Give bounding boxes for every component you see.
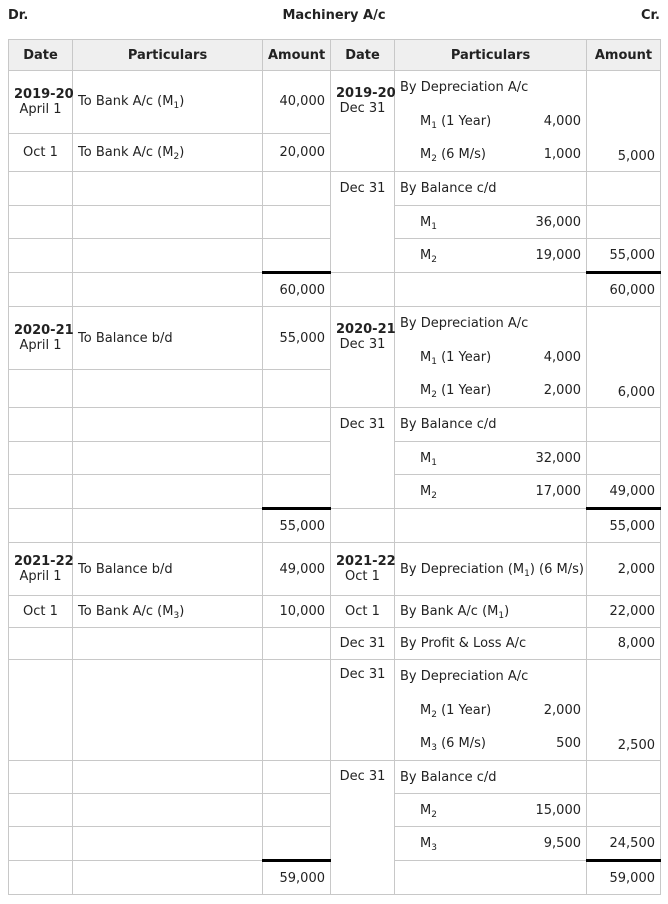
cr-date-cell: Dec 31 (331, 660, 395, 761)
cr-amount-cell: 22,000 (587, 596, 661, 628)
dr-particulars-cell: To Balance b/d (73, 543, 263, 596)
dr-amount-cell: 49,000 (263, 543, 331, 596)
cr-amount-cell: 49,000 (587, 475, 661, 509)
cr-date-cell: Dec 31 (331, 408, 395, 509)
dr-total: 59,000 (263, 861, 331, 895)
cr-date-cell: 2021-22 Oct 1 (331, 543, 395, 596)
cr-amount-cell: 8,000 (587, 628, 661, 660)
cr-amount-cell: 6,000 (587, 307, 661, 408)
table-row (9, 761, 661, 794)
cr-particulars-cell: By Depreciation A/c $M_2$ (1 Year) 2,000 $M_3$ (6 M/s) 500 (395, 660, 587, 761)
cr-particulars-cell: $M_2$ 17,000 (395, 475, 587, 509)
total-row (9, 509, 661, 543)
table-row (9, 543, 661, 596)
dr-amount-cell: 40,000 (263, 71, 331, 134)
cr-amount-cell: 2,500 (587, 660, 661, 761)
cr-particulars-cell: By Balance c/d (395, 172, 587, 206)
cr-particulars-cell: $M_2$ 19,000 (395, 239, 587, 273)
col-amount: Amount (263, 40, 331, 71)
dr-date-cell: 2019-20 April 1 (9, 71, 73, 134)
dr-particulars-cell: To Balance b/d (73, 307, 263, 370)
cr-amount-cell: 55,000 (587, 239, 661, 273)
table-row (9, 628, 661, 660)
dr-label: Dr. (8, 8, 29, 23)
cr-particulars-cell: By Depreciation A/c $M_1$ (1 Year) 4,000 $M_2$ (1 Year) 2,000 (395, 307, 587, 408)
cr-label: Cr. (640, 8, 660, 23)
dr-particulars-cell: To Bank A/c $(M_3)$ (73, 596, 263, 628)
cr-particulars-cell: $M_2$ 15,000 (395, 794, 587, 827)
cr-date-cell: 2020-21 Dec 31 (331, 307, 395, 408)
table-row (9, 596, 661, 628)
dr-amount-cell: 20,000 (263, 133, 331, 171)
cr-date-cell: Oct 1 (331, 596, 395, 628)
col-particulars: Particulars (395, 40, 587, 71)
table-row (9, 71, 661, 134)
cr-amount-cell: 24,500 (587, 827, 661, 861)
cr-particulars-cell: By Balance c/d (395, 408, 587, 442)
dr-particulars-cell: To Bank A/c $(M_1)$ (73, 71, 263, 134)
table-row (9, 408, 661, 442)
col-amount: Amount (587, 40, 661, 71)
cr-particulars-cell: By Bank A/c $(M_1)$ (395, 596, 587, 628)
dr-particulars-cell: To Bank A/c $(M_2)$ (73, 133, 263, 171)
cr-date-cell: 2019-20 Dec 31 (331, 71, 395, 172)
table-row (9, 172, 661, 206)
cr-amount-cell: 2,000 (587, 543, 661, 596)
dr-date-cell: Oct 1 (9, 133, 73, 171)
cr-particulars-cell: $M_3$ 9,500 (395, 827, 587, 861)
table-row (9, 307, 661, 370)
col-date: Date (9, 40, 73, 71)
table-row (9, 660, 661, 761)
cr-total: 59,000 (587, 861, 661, 895)
ledger-title: Machinery A/c (282, 8, 386, 23)
cr-particulars-cell: By Depreciation A/c $M_1$ (1 Year) 4,000 $M_2$ (6 M/s) 1,000 (395, 71, 587, 172)
dr-amount-cell: 55,000 (263, 307, 331, 370)
cr-particulars-cell: $M_1$ 32,000 (395, 442, 587, 475)
dr-total: 60,000 (263, 273, 331, 307)
cr-particulars-cell: By Balance c/d (395, 761, 587, 794)
dr-date-cell: 2020-21 April 1 (9, 307, 73, 370)
dr-date-cell: 2021-22 April 1 (9, 543, 73, 596)
cr-particulars-cell: $M_1$ 36,000 (395, 206, 587, 239)
cr-total: 55,000 (587, 509, 661, 543)
ledger-table (8, 39, 661, 895)
cr-particulars-cell: By Profit & Loss A/c (395, 628, 587, 660)
dr-amount-cell: 10,000 (263, 596, 331, 628)
col-particulars: Particulars (73, 40, 263, 71)
total-row (9, 273, 661, 307)
cr-amount-cell: 5,000 (587, 71, 661, 172)
header-row (9, 40, 661, 71)
dr-total: 55,000 (263, 509, 331, 543)
cr-date-cell: Dec 31 (331, 628, 395, 660)
cr-particulars-cell: By Depreciation $(M_1)$ (6 M/s) (395, 543, 587, 596)
col-date: Date (331, 40, 395, 71)
dr-date-cell: Oct 1 (9, 596, 73, 628)
cr-date-cell: Dec 31 (331, 172, 395, 273)
cr-date-cell: Dec 31 (331, 761, 395, 895)
cr-total: 60,000 (587, 273, 661, 307)
